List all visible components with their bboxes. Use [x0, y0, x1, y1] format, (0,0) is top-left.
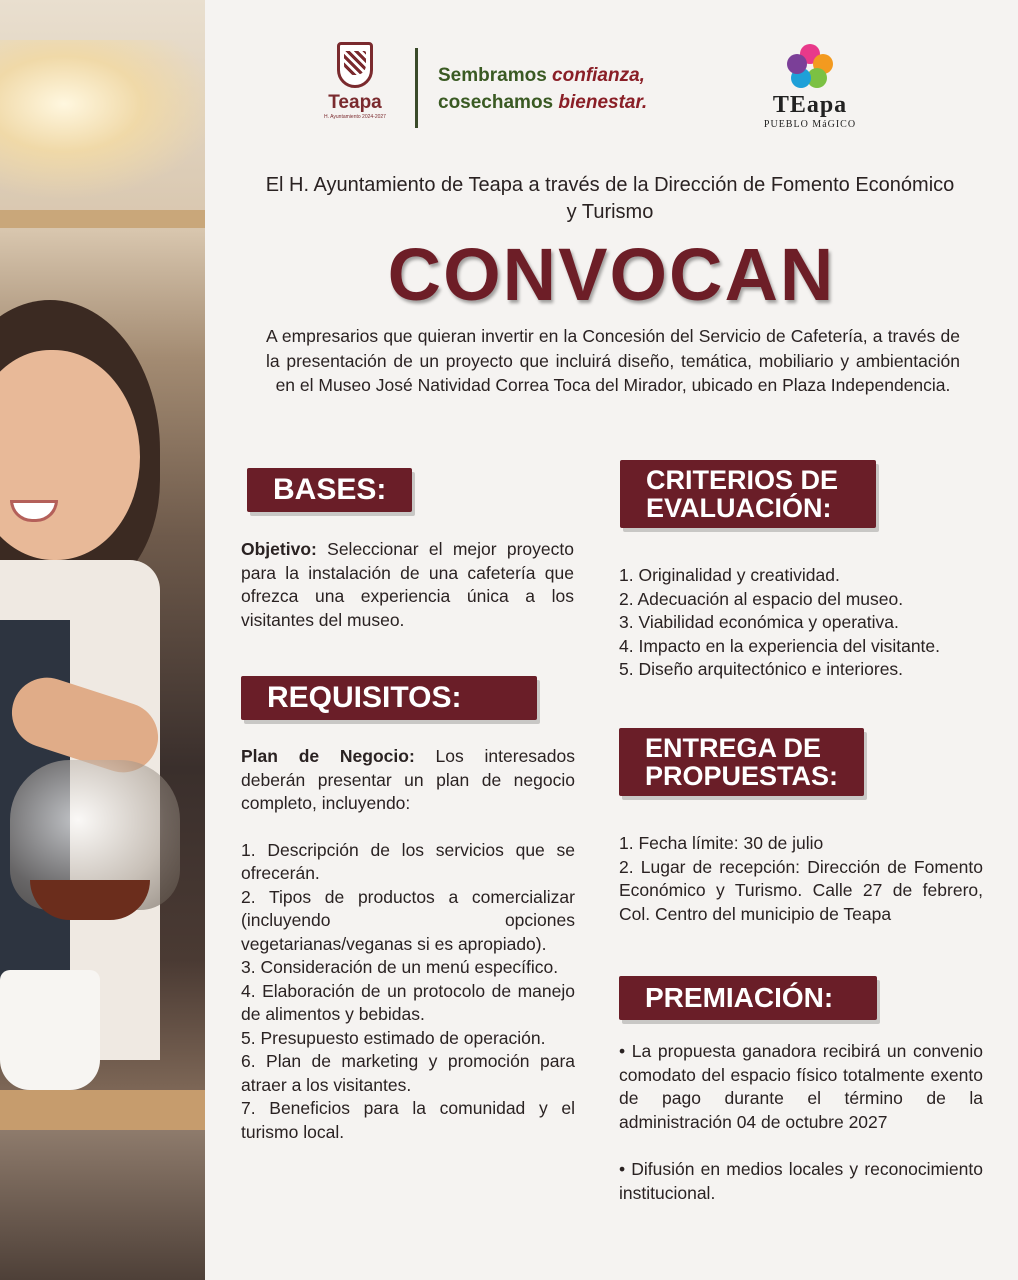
slogan-line1-plain: Sembramos — [438, 65, 553, 86]
lead-paragraph: A empresarios que quieran invertir en la Concesión del Servicio de Cafetería, a través de la presentación de un proyecto que incluirá diseño, temática, mobiliario y ambientación en el Museo José Natividad Correa Toca del Mirador, ubicado en Plaza Independencia. — [266, 326, 960, 395]
logo-subtitle: H. Ayuntamiento 2024-2027 — [324, 114, 386, 120]
bases-section — [241, 538, 574, 632]
bases-heading — [247, 468, 412, 512]
list-item: 1. Originalidad y creatividad. — [619, 565, 840, 585]
criterios-title-line1: CRITERIOS DE — [646, 465, 839, 495]
list-item: 6. Plan de marketing y promoción para atraer a los visitantes. — [241, 1051, 575, 1095]
slogan-line2-plain: cosechamos — [438, 92, 559, 113]
criterios-list — [619, 564, 987, 682]
premiacion-title: PREMIACIÓN: — [645, 982, 834, 1013]
premiacion-heading — [619, 976, 877, 1020]
list-item: 2. Adecuación al espacio del museo. — [619, 588, 904, 609]
list-item: 1. Fecha límite: 30 de julio — [619, 833, 824, 853]
plan-label: Plan de Negocio: — [241, 746, 415, 766]
barista-photo — [0, 0, 205, 1280]
premiacion-section — [619, 1040, 983, 1205]
requisitos-list — [241, 839, 575, 1145]
logo-name: Teapa — [328, 92, 382, 113]
list-item: 2. Lugar de recepción: Dirección de Fomento Económico y Turismo. Calle 27 de febrero, Col. Centro del municipio de Teapa — [619, 856, 983, 924]
objective-label: Objetivo: — [241, 539, 317, 559]
teapa-ayuntamiento-logo — [315, 42, 395, 132]
header-divider — [415, 48, 418, 128]
criterios-heading — [620, 460, 876, 528]
objective-text: Seleccionar el mejor proyecto para la instalación de una cafetería que ofrezca una experiencia única a los visitantes del museo. — [241, 539, 574, 630]
plan-paragraph — [241, 745, 575, 816]
slogan-line1-italic: confianza, — [552, 65, 645, 86]
list-item: 5. Presupuesto estimado de operación. — [241, 1027, 546, 1048]
list-item: 3. Consideración de un menú específico. — [241, 957, 559, 977]
requisitos-heading — [241, 676, 537, 720]
coat-of-arms-icon — [337, 42, 373, 88]
bases-title: BASES: — [273, 473, 387, 506]
list-item: 1. Descripción de los servicios que se ofrecerán. — [241, 839, 575, 883]
entrega-heading — [619, 728, 864, 796]
pueblo-magico-name: TEapa — [772, 92, 848, 118]
list-item: • Difusión en medios locales y reconocimiento institucional. — [619, 1159, 983, 1203]
entrega-list — [619, 832, 983, 926]
requisitos-section — [241, 745, 575, 1144]
entrega-section — [619, 832, 983, 926]
intro-text: El H. Ayuntamiento de Teapa a través de la Dirección de Fomento Económico y Turismo — [265, 174, 955, 223]
list-item: 4. Impacto en la experiencia del visitante. — [619, 635, 941, 656]
entrega-title-line1: ENTREGA DE — [645, 733, 822, 763]
slogan — [438, 62, 647, 116]
criterios-title-line2: EVALUACIÓN: — [646, 493, 832, 523]
objective-paragraph — [241, 538, 574, 632]
entrega-title-line2: PROPUESTAS: — [645, 761, 839, 791]
list-item: 5. Diseño arquitectónico e interiores. — [619, 659, 904, 679]
list-item: 3. Viabilidad económica y operativa. — [619, 612, 899, 632]
headline: CONVOCAN — [387, 233, 836, 316]
plan-text: Los interesados deberán presentar un plan de negocio completo, incluyendo: — [241, 746, 575, 813]
slogan-line2-italic: bienestar. — [558, 92, 648, 113]
list-item: 7. Beneficios para la comunidad y el turismo local. — [241, 1098, 575, 1142]
criterios-section — [619, 564, 987, 682]
list-item: 2. Tipos de productos a comercializar (incluyendo opciones vegetarianas/veganas si es apropiado). — [241, 886, 575, 954]
list-item: • La propuesta ganadora recibirá un convenio comodato del espacio físico totalmente exento de pago durante el término de la administración 04 de octubre 2027 — [619, 1041, 983, 1132]
flower-icon — [787, 44, 833, 90]
teapa-pueblo-magico-logo — [755, 44, 865, 130]
list-item: 4. Elaboración de un protocolo de manejo de alimentos y bebidas. — [241, 980, 575, 1024]
requisitos-title: REQUISITOS: — [267, 681, 462, 714]
premiacion-list — [619, 1040, 983, 1205]
pueblo-magico-subtitle: PUEBLO MáGICO — [763, 119, 857, 130]
